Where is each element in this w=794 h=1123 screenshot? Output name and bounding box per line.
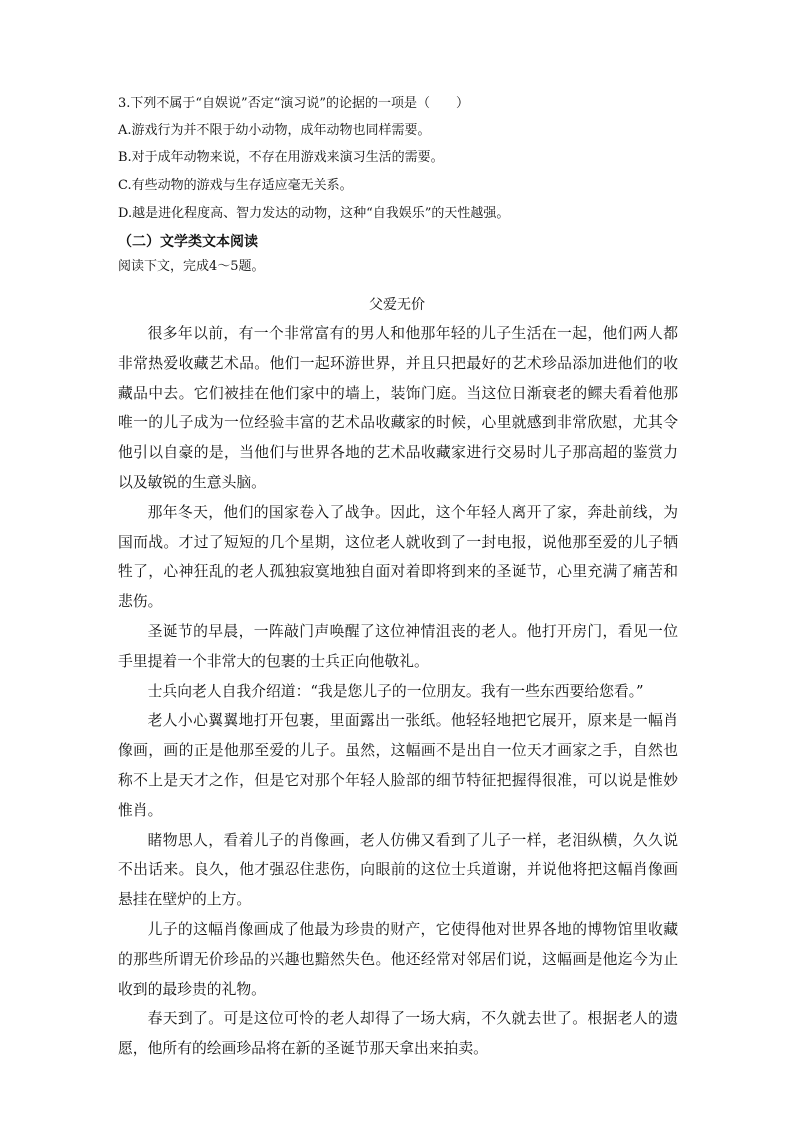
question-3-stem: 3.下列不属于“自娱说”否定“演习说”的论据的一项是（ ） xyxy=(118,96,469,111)
story-paragraph: 儿子的这幅肖像画成了他最为珍贵的财产，它使得他对世界各地的博物馆里收藏的那些所谓无价珍品的兴趣也黯然失色。他还经常对邻居们说，这幅画是他迄今为止收到的最珍贵的礼物。 xyxy=(118,920,678,998)
story-paragraph: 很多年以前，有一个非常富有的男人和他那年轻的儿子生活在一起，他们两人都非常热爱收藏艺术品。他们一起环游世界，并且只把最好的艺术珍品添加进他们的收藏品中去。它们被挂在他们家中的墙上，装饰门庭。当这位日渐衰老的鳏夫看着他那唯一的儿子成为一位经验丰富的艺术品收藏家的时候，心里就感到非常欣慰，尤其令他引以自豪的是，当他们与世界各地的艺术品收藏家进行交易时儿子那高超的鉴赏力以及敏锐的生意头脑。 xyxy=(118,325,678,491)
question-3-option-d: D.越是进化程度高、智力发达的动物，这种“自我娱乐”的天性越强。 xyxy=(118,206,510,221)
story-body xyxy=(118,319,678,1064)
story-paragraph: 睹物思人，看着儿子的肖像画，老人仿佛又看到了儿子一样，老泪纵横，久久说不出话来。良久，他才强忍住悲伤，向眼前的这位士兵道谢，并说他将把这幅肖像画悬挂在壁炉的上方。 xyxy=(118,831,678,909)
story-paragraph: 士兵向老人自我介绍道：“我是您儿子的一位朋友。我有一些东西要给您看。” xyxy=(147,682,644,700)
reading-instruction: 阅读下文，完成4～5题。 xyxy=(118,259,265,274)
question-3-option-b: B.对于成年动物来说，不存在用游戏来演习生活的需要。 xyxy=(118,150,444,165)
question-3-option-a: A.游戏行为并不限于幼小动物，成年动物也同样需要。 xyxy=(118,123,431,138)
story-paragraph: 那年冬天，他们的国家卷入了战争。因此，这个年轻人离开了家，奔赴前线，为国而战。才过了短短的几个星期，这位老人就收到了一封电报，说他那至爱的儿子牺牲了，心神狂乱的老人孤独寂寞地独自面对着即将到来的圣诞节，心里充满了痛苦和悲伤。 xyxy=(118,503,678,611)
story-paragraph: 圣诞节的早晨，一阵敲门声唤醒了这位神情沮丧的老人。他打开房门，看见一位手里提着一个非常大的包裹的士兵正向他敬礼。 xyxy=(118,622,678,670)
story-title: 父爱无价 xyxy=(369,297,425,313)
story-paragraph: 春天到了。可是这位可怜的老人却得了一场大病，不久就去世了。根据老人的遗愿，他所有的绘画珍品将在新的圣诞节那天拿出来拍卖。 xyxy=(118,1010,678,1058)
section-heading: （二）文学类文本阅读 xyxy=(118,234,258,250)
question-3-option-c: C.有些动物的游戏与生存适应毫无关系。 xyxy=(118,178,353,193)
story-paragraph: 老人小心翼翼地打开包裹，里面露出一张纸。他轻轻地把它展开，原来是一幅肖像画，画的正是他那至爱的儿子。虽然，这幅画不是出自一位天才画家之手，自然也称不上是天才之作，但是它对那个年轻人脸部的细节特征把握得很准，可以说是惟妙惟肖。 xyxy=(118,712,678,819)
